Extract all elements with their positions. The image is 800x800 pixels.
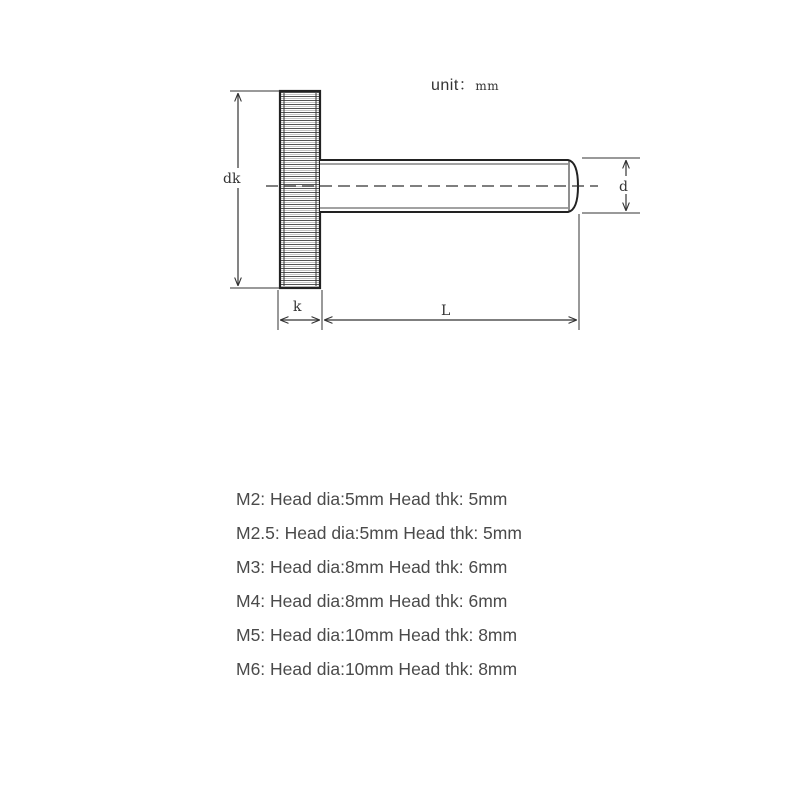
spec-line-m5: M5: Head dia:10mm Head thk: 8mm	[236, 625, 518, 645]
length-dimension	[325, 303, 576, 320]
spec-line-m2: M2: Head dia:5mm Head thk: 5mm	[236, 489, 508, 509]
spec-line-m6: M6: Head dia:10mm Head thk: 8mm	[236, 659, 518, 679]
unit-prefix: unit：	[431, 77, 476, 94]
head-thickness-dimension	[281, 299, 319, 320]
unit-label	[431, 72, 499, 95]
spec-line-m4: M4: Head dia:8mm Head thk: 6mm	[236, 591, 508, 611]
spec-line-m3: M3: Head dia:8mm Head thk: 6mm	[236, 557, 508, 577]
dim-label-k: k	[293, 299, 302, 315]
size-spec-list	[236, 486, 522, 690]
dim-label-L: L	[441, 303, 451, 319]
knurled-head	[280, 91, 320, 288]
unit-value: mm	[475, 79, 500, 93]
head-diameter-dimension	[222, 91, 280, 288]
spec-line-m2-5: M2.5: Head dia:5mm Head thk: 5mm	[236, 523, 522, 543]
dim-label-d: d	[619, 179, 628, 195]
dim-label-dk: dk	[223, 171, 241, 187]
